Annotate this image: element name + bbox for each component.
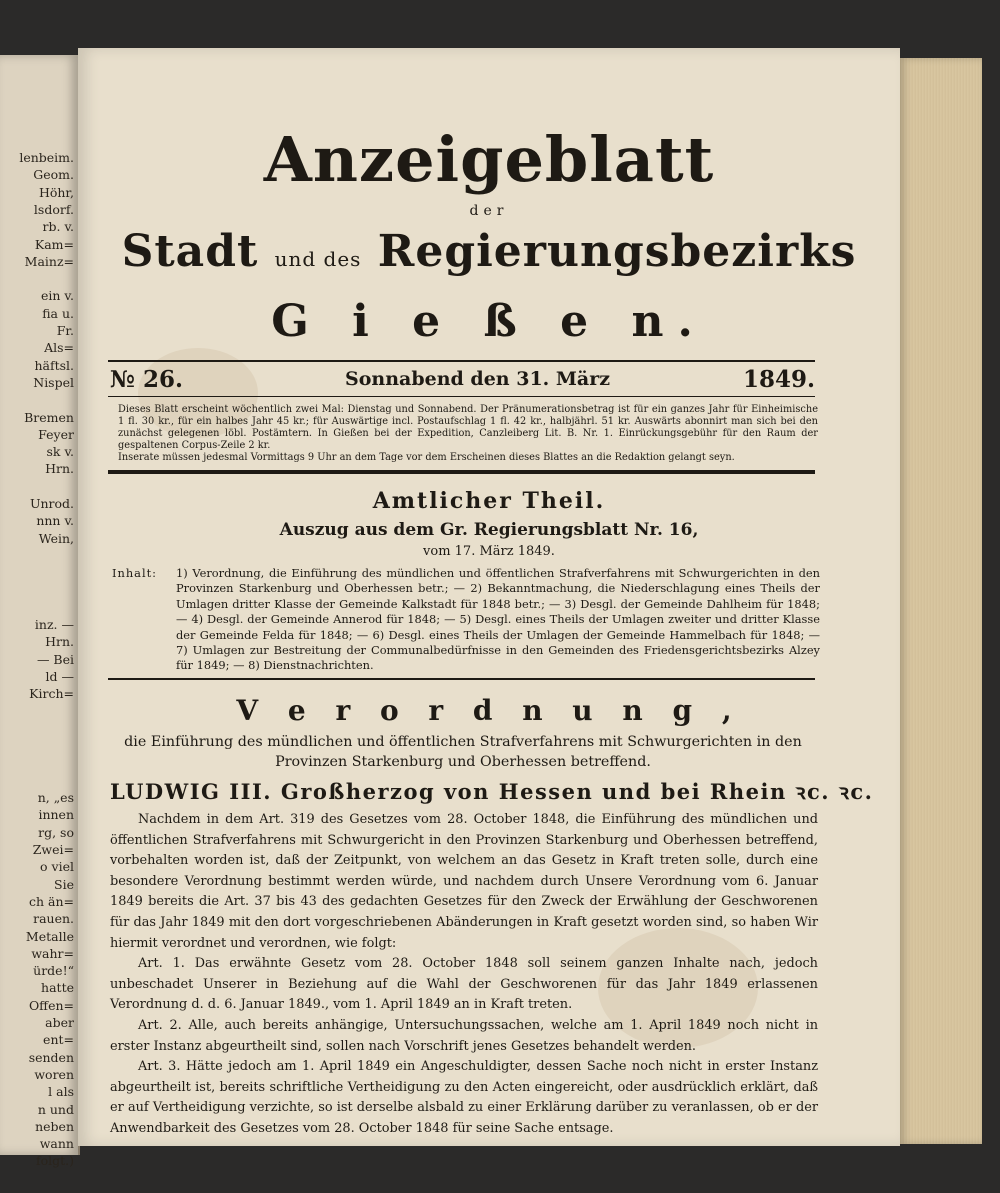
subscription-notice: Dieses Blatt erscheint wöchentlich zwei Mal: Dienstag und Sonnabend. Der Pränumerationsbetrag ist für ein ganzes Jahr für Einheimische 1 fl. 30 kr., für ein halbes Jahr 45 kr.; für Auswärtige incl. Postaufschlag 1 fl. 42 kr., halbjährl. 51 kr. Auswärts abonnirt man sich bei den zunächst gelegenen löbl. Postämtern. In Gießen bei der Expedition, Canzleiberg Lit. B. Nr. 1. Einrückungsgebühr für den Raum der gespaltenen Corpus-Zeile 2 kr. [118,404,818,451]
section-heading: Amtlicher Theil. [372,488,606,514]
issue-number: № 26. [110,366,184,393]
page-edges [900,58,982,1144]
issue-year: 1849. [742,366,815,393]
divider-line [108,396,815,397]
masthead-der: der [469,203,509,219]
left-page-line: lenbeim. [19,150,74,165]
left-page-line: Als= [44,340,74,356]
left-page-line: wahr= [31,945,74,961]
divider-line [108,360,815,362]
masthead-title: Anzeigeblatt [263,123,715,196]
left-page-line: inz. — [34,617,74,633]
left-page-line: lsdorf. [33,201,74,217]
left-page-line: ch än= [28,893,74,909]
left-page-line: häftsl. [34,357,74,373]
left-page-line: Geom. [33,167,74,183]
left-page-line: o viel [40,859,74,875]
contents-text: 1) Verordnung, die Einführung des mündlichen und öffentlichen Strafverfahrens mit Schwurgerichten in den Provinzen Starkenburg und Oberhessen betr.; — 2) Bekanntmachung, die Niederschlagung eines Theils der Umlagen dritter Klasse der Gemeinde Kalkstadt für 1848 betr.; — 3) Desgl. der Gemeinde Dahlheim für 1848; — 4) Desgl. der Gemeinde Annerod für 1848; — 5) Desgl. eines Theils der Umlagen zweiter und dritter Klasse der Gemeinde Felda für 1848; — 6) Desgl. eines Theils der Umlagen der Gemeinde Hammelbach für 1848; — 7) Umlagen zur Bestreitung der Communalbedürfnisse in den Gemeinden des Friedensgerichtsbezirks Alzey für 1849; — 8) Dienstnachrichten. [176,566,820,673]
masthead-stadt: Stadt [121,226,259,277]
contents-label: Inhalt: [112,566,158,580]
newspaper-page [78,48,900,1146]
insertion-notice: Inserate müssen jedesmal Vormittags 9 Uhr an dem Tage vor dem Erscheinen dieses Blattes an die Redaktion gelangt seyn. [118,452,735,463]
left-page-line: rg, so [38,824,74,840]
masthead-und-des: und des [274,247,362,271]
left-page-line: Kam= [34,236,74,252]
contents-block [112,566,820,674]
excerpt-date: vom 17. März 1849. [423,544,555,559]
left-page-line: ein v. [41,288,74,304]
left-page-line: l als [48,1084,74,1100]
excerpt-heading: Auszug aus dem Gr. Regierungsblatt Nr. 16, [279,520,699,540]
left-page-line: n und [37,1101,74,1117]
left-page-line: — Bei [36,651,74,667]
left-page-line: ürde!“ [33,963,74,979]
paragraph-art-3: Art. 3. Hätte jedoch am 1. April 1849 ein Angeschuldigter, dessen Sache noch nicht in erster Instanz abgeurtheilt ist, bereits schriftliche Vertheidigung zu den Acten eingereicht, oder ausdrücklich erklärt, daß er auf Vertheidigung verzichte, so ist derselbe alsbald zu einer Erklärung darüber zu veranlassen, ob er der Anwendbarkeit des Gesetzes vom 28. October 1848 für seine Sache entsage. [110,1059,818,1136]
ordinance-heading: V e r o r d n u n g , [236,694,742,727]
divider-line-thick [108,470,815,474]
left-page-line: Wein, [38,530,74,546]
left-page-line: Metalle [25,928,74,944]
ordinance-body [110,810,818,1140]
masthead-giessen: G i e ß e n. [271,296,707,347]
left-page-line: Feyer [38,426,74,442]
left-page-line: Zwei= [32,842,74,857]
issue-row [110,366,815,394]
left-page-line: Fr. [56,323,74,338]
left-page-line: ld — [45,669,74,684]
ordinance-subtitle: die Einführung des mündlichen und öffentlichen Strafverfahrens mit Schwurgerichten in den Provinzen Starkenburg und Oberhessen betreffend. [124,734,802,770]
left-page-line: Offen= [28,997,74,1013]
left-page-line: Hrn. [45,461,74,477]
left-page-line: Höhr, [38,184,74,200]
left-page-line: fia u. [42,305,74,321]
left-page-line: Kirch= [29,686,74,702]
sovereign-line: LUDWIG III. Großherzog von Hessen und bei Rhein ꝛc. ꝛc. [110,779,874,804]
left-page-line: Mainz= [24,253,74,269]
left-page-line: wann [39,1136,74,1152]
left-page-line: hatte [41,980,74,996]
left-facing-page [0,55,80,1169]
left-page-line: senden [28,1049,74,1065]
issue-date: Sonnabend den 31. März [345,368,611,390]
masthead-city-line [78,226,900,277]
left-page-line: nnn v. [36,513,74,529]
left-page-line: Sie [54,876,74,892]
divider-line [108,678,815,680]
masthead-regierungsbezirks: Regierungsbezirks [377,226,857,277]
left-page-line: aber [45,1015,74,1030]
left-page-line: n, „es [37,790,74,806]
left-page-line: rb. v. [42,219,74,235]
left-page-line: folgt.) [35,1153,74,1169]
left-page-line: sk v. [46,444,74,460]
left-page-line: rauen. [33,911,74,927]
paragraph-art-1: Art. 1. Das erwähnte Gesetz vom 28. October 1848 soll seinem ganzen Inhalte nach, jedoch unbeschadet Unserer in Beziehung auf die Wahl der Geschworenen für das Jahr 1849 erlassenen Verordnung d. d. 6. Januar 1849., vom 1. April 1849 an in Kraft treten. [110,956,818,1013]
left-page-line: woren [34,1066,74,1082]
paragraph-preamble: Nachdem in dem Art. 319 des Gesetzes vom 28. October 1848, die Einführung des mündlichen und öffentlichen Strafverfahrens mit Schwurgericht in den Provinzen Starkenburg und Oberhessen betreffend, vorbehalten worden ist, daß der Zeitpunkt, von welchem an das Gesetz in Kraft treten solle, durch eine besondere Verordnung bestimmt werden würde, und nachdem durch Unsere Verordnung vom 6. Januar 1849 bereits die Art. 37 bis 43 des gedachten Gesetzes für den Zweck der Erwählung der Geschworenen für das Jahr 1849 mit den dort vorgeschriebenen Abänderungen in Kraft gesetzt worden sind, so haben Wir hiermit verordnet und verordnen, wie folgt: [110,812,818,951]
left-page-line: innen [38,807,74,823]
left-page-line: neben [35,1118,74,1134]
left-page-line: Nispel [33,374,74,390]
left-page-line: ent= [43,1032,74,1048]
left-page-line: Bremen [24,409,74,425]
left-page-line: Unrod. [29,496,74,511]
paragraph-art-2: Art. 2. Alle, auch bereits anhängige, Untersuchungssachen, welche am 1. April 1849 noch nicht in erster Instanz abgeurtheilt sind, sollen nach Vorschrift jenes Gesetzes behandelt werden. [110,1017,818,1054]
left-page-line: Hrn. [45,634,74,650]
